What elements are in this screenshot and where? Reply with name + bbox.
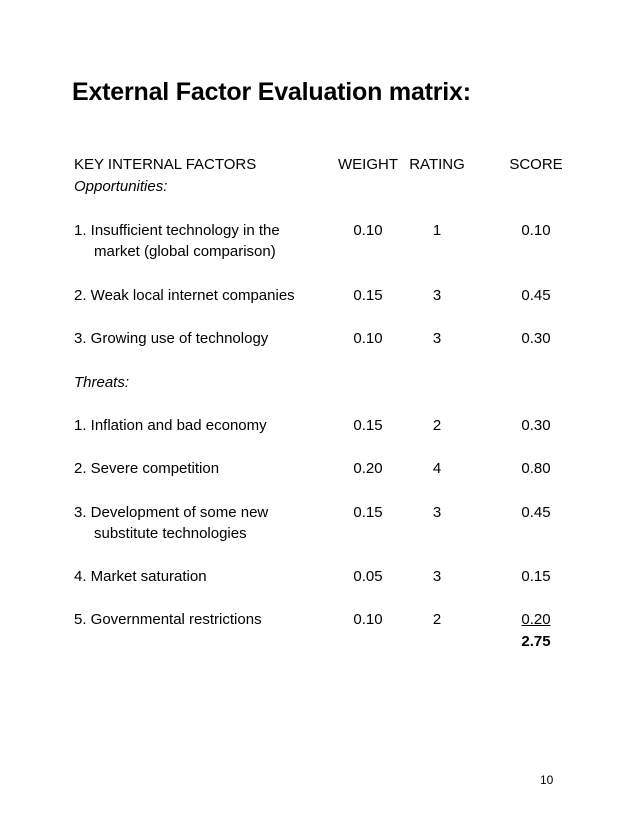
table-row-weight: 0.10 xyxy=(353,611,383,628)
table-row-weight: 0.05 xyxy=(353,568,383,585)
table-row-weight: 0.10 xyxy=(353,222,383,239)
table-row-score: 0.15 xyxy=(521,568,551,585)
table-row-score: 0.30 xyxy=(521,417,551,434)
table-row-rating: 3 xyxy=(432,287,442,304)
table-row-factor: 1. Insufficient technology in the xyxy=(74,222,280,239)
table-row-weight: 0.15 xyxy=(353,504,383,521)
table-row-factor-cont: substitute technologies xyxy=(94,525,247,542)
table-row-rating: 3 xyxy=(432,568,442,585)
table-row-factor: 3. Development of some new xyxy=(74,504,269,521)
header-weight: WEIGHT xyxy=(338,156,398,173)
table-row-factor: 3. Growing use of technology xyxy=(74,330,269,347)
table-row-weight: 0.10 xyxy=(353,330,383,347)
table-row-factor: 4. Market saturation xyxy=(74,568,207,585)
header-score: SCORE xyxy=(509,156,563,173)
table-row-weight: 0.15 xyxy=(353,287,383,304)
table-row-rating: 3 xyxy=(432,330,442,347)
section-label-threats: Threats: xyxy=(74,374,130,391)
table-row-score: 0.10 xyxy=(521,222,551,239)
table-row-factor-cont: market (global comparison) xyxy=(94,243,276,260)
table-row-factor: 1. Inflation and bad economy xyxy=(74,417,267,434)
header-rating: RATING xyxy=(409,156,465,173)
table-row-weight: 0.15 xyxy=(353,417,383,434)
table-row-factor: 2. Weak local internet companies xyxy=(74,287,295,304)
page-title: External Factor Evaluation matrix: xyxy=(72,78,471,106)
header-factors: KEY INTERNAL FACTORS xyxy=(74,156,257,173)
section-label-opportunities: Opportunities: xyxy=(74,178,168,195)
page-number: 10 xyxy=(540,773,554,787)
table-row-score: 0.80 xyxy=(521,460,551,477)
total-score: 2.75 xyxy=(521,633,551,650)
table-row-factor: 2. Severe competition xyxy=(74,460,220,477)
table-row-rating: 1 xyxy=(432,222,442,239)
table-row-score: 0.45 xyxy=(521,504,551,521)
table-row-score: 0.20 xyxy=(521,611,551,628)
table-row-rating: 2 xyxy=(432,417,442,434)
table-row-rating: 3 xyxy=(432,504,442,521)
table-row-factor: 5. Governmental restrictions xyxy=(74,611,262,628)
table-row-weight: 0.20 xyxy=(353,460,383,477)
table-row-rating: 2 xyxy=(432,611,442,628)
table-row-rating: 4 xyxy=(432,460,442,477)
table-row-score: 0.45 xyxy=(521,287,551,304)
table-row-score: 0.30 xyxy=(521,330,551,347)
